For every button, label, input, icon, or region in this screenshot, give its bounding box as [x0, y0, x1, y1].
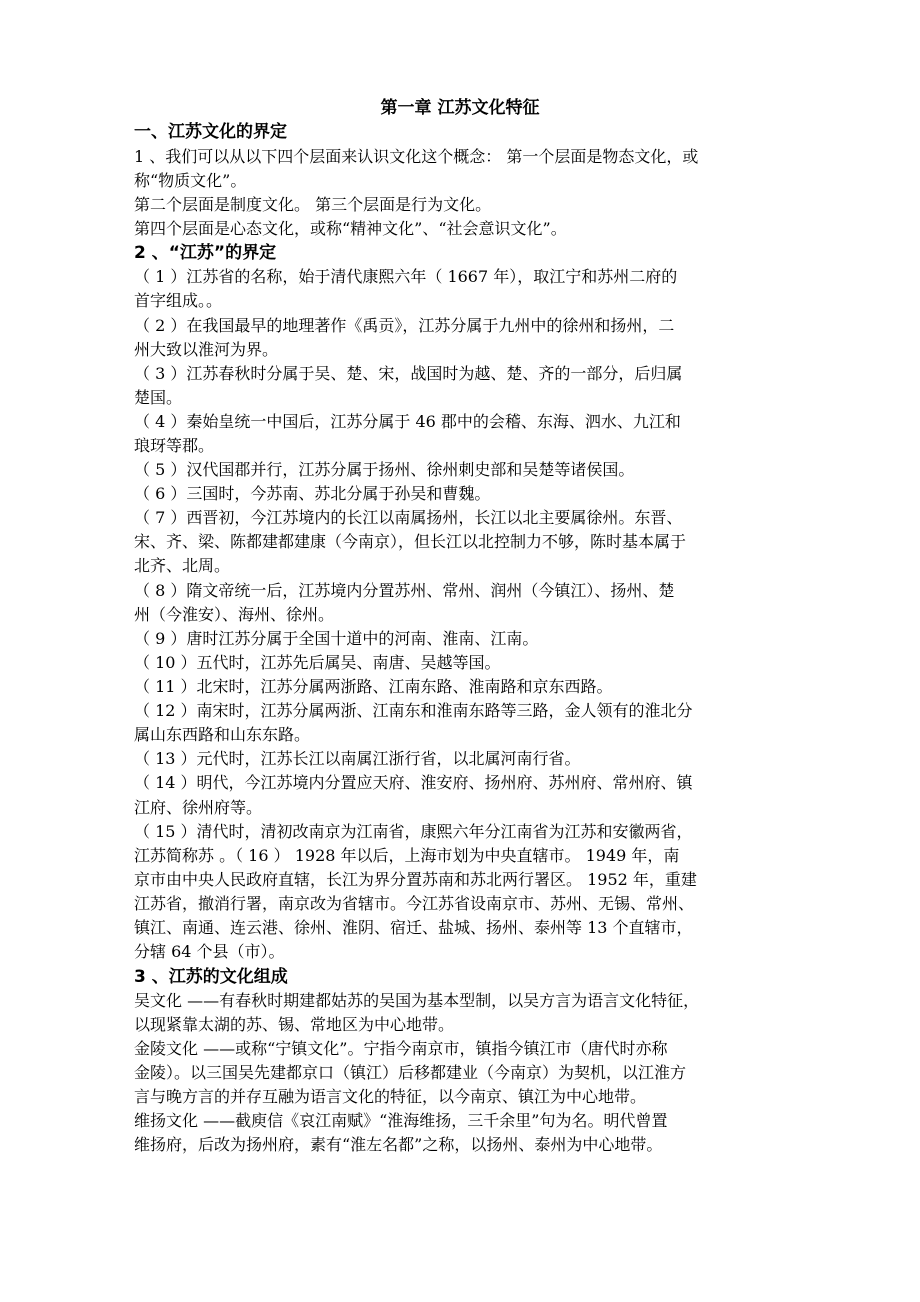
- text-line: 吴文化 ——有春秋时期建都姑苏的吴国为基本型制，以吴方言为语言文化特征，: [134, 991, 700, 1010]
- text-line: （ 11 ）北宋时，江苏分属两浙路、江南东路、淮南路和京东西路。: [134, 677, 613, 696]
- text-line: （ 2 ）在我国最早的地理著作《禹贡》，江苏分属于九州中的徐州和扬州，二: [134, 316, 675, 335]
- section1-heading: 一、江苏文化的界定: [134, 122, 287, 142]
- text-line: 江苏简称苏 。（ 16 ） 1928 年以后，上海市划为中央直辖市。 1949 年，南: [134, 846, 680, 865]
- text-line: （ 9 ）唐时江苏分属于全国十道中的河南、淮南、江南。: [134, 629, 539, 648]
- text-line: 维扬府，后改为扬州府，素有“淮左名都”之称，以扬州、泰州为中心地带。: [134, 1135, 663, 1154]
- text-line: （ 14 ）明代，今江苏境内分置应天府、淮安府、扬州府、苏州府、常州府、镇: [134, 773, 693, 792]
- text-line: 宋、齐、梁、陈都建都建康（今南京），但长江以北控制力不够，陈时基本属于: [134, 532, 687, 551]
- text-line: （ 8 ）隋文帝统一后，江苏境内分置苏州、常州、润州（今镇江）、扬州、楚: [134, 581, 675, 600]
- text-line: （ 5 ）汉代国郡并行，江苏分属于扬州、徐州刺史部和吴楚等诸侯国。: [134, 460, 635, 479]
- text-line: 维扬文化 ——截庾信《哀江南赋》“淮海维扬，三千余里”句为名。明代曾置: [134, 1111, 668, 1130]
- text-line: （ 1 ）江苏省的名称，始于清代康熙六年（ 1667 年），取江宁和苏州二府的: [134, 267, 678, 286]
- text-line: 金陵）。以三国吴先建都京口（镇江）后移都建业（今南京）为契机，以江淮方: [134, 1063, 687, 1082]
- text-line: （ 13 ）元代时，江苏长江以南属江浙行省，以北属河南行省。: [134, 749, 581, 768]
- section3-heading: 3 、江苏的文化组成: [134, 967, 288, 987]
- text-line: 1 、我们可以从以下四个层面来认识文化这个概念： 第一个层面是物态文化，或: [134, 147, 699, 166]
- text-line: 州大致以淮河为界。: [134, 340, 279, 359]
- section2-heading: 2 、“江苏”的界定: [134, 243, 277, 263]
- text-line: 楚国。: [134, 388, 183, 407]
- text-line: 分辖 64 个县（市）。: [134, 942, 285, 961]
- text-line: （ 15 ）清代时，清初改南京为江南省，康熙六年分江南省为江苏和安徽两省，: [134, 822, 693, 841]
- text-line: 江苏省，撤消行署，南京改为省辖市。今江苏省设南京市、苏州、无锡、常州、: [134, 894, 695, 913]
- text-line: 称“物质文化”。: [134, 171, 247, 190]
- text-line: （ 10 ）五代时，江苏先后属吴、南唐、吴越等国。: [134, 653, 501, 672]
- text-line: 言与晚方言的并存互融为语言文化的特征，以今南京、镇江为中心地带。: [134, 1087, 647, 1106]
- text-line: 属山东西路和山东东路。: [134, 725, 311, 744]
- text-line: （ 3 ）江苏春秋时分属于吴、楚、宋，战国时为越、楚、齐的一部分，后归属: [134, 364, 683, 383]
- text-line: 江府、徐州府等。: [134, 798, 263, 817]
- text-line: 北齐、北周。: [134, 556, 231, 575]
- text-line: 州（今淮安）、海州、徐州。: [134, 605, 335, 624]
- text-line: 以现紧靠太湖的苏、锡、常地区为中心地带。: [134, 1015, 455, 1034]
- text-line: 首字组成。。: [134, 291, 223, 310]
- text-line: （ 4 ）秦始皇统一中国后，江苏分属于 46 郡中的会稽、东海、泗水、九江和: [134, 412, 681, 431]
- text-line: 第四个层面是心态文化，或称“精神文化”、“社会意识文化”。: [134, 219, 567, 238]
- text-line: 金陵文化 ——或称“宁镇文化”。宁指今南京市，镇指今镇江市（唐代时亦称: [134, 1039, 668, 1058]
- text-line: （ 7 ）西晋初，今江苏境内的长江以南属扬州，长江以北主要属徐州。东晋、: [134, 508, 683, 527]
- text-line: （ 6 ）三国时，今苏南、苏北分属于孙吴和曹魏。: [134, 484, 491, 503]
- text-line: 第二个层面是制度文化。 第三个层面是行为文化。: [134, 195, 492, 214]
- text-line: （ 12 ）南宋时，江苏分属两浙、江南东和淮南东路等三路，金人领有的淮北分: [134, 701, 693, 720]
- text-line: 京市由中央人民政府直辖，长江为界分置苏南和苏北两行署区。 1952 年，重建: [134, 870, 697, 889]
- chapter-title: 第一章 江苏文化特征: [380, 98, 540, 118]
- text-line: 镇江、南通、连云港、徐州、淮阴、宿迁、盐城、扬州、泰州等 13 个直辖市，: [134, 918, 693, 937]
- text-line: 琅玡等郡。: [134, 436, 215, 455]
